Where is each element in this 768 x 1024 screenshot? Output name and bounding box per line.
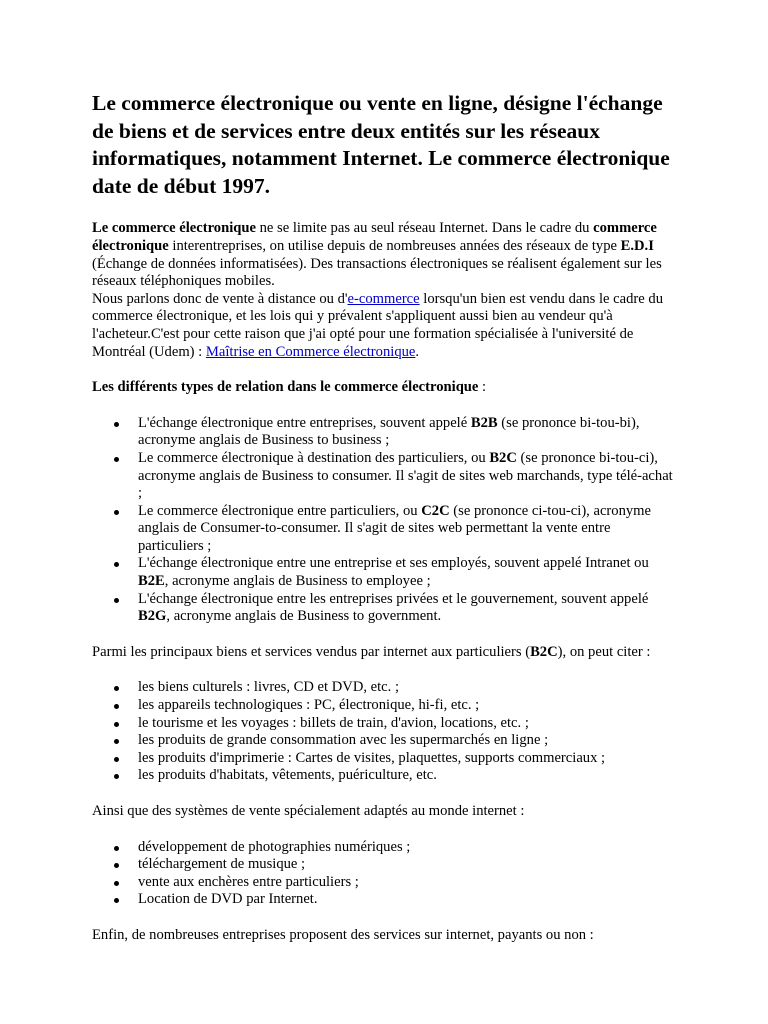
- list-item-bold: B2B: [470, 414, 498, 431]
- closing-paragraph: Enfin, de nombreuses entreprises proposent des services sur internet, payants ou non :: [92, 926, 594, 943]
- list-item-text: L'échange électronique entre une entreprise et ses employés, souvent appelé Intranet ou: [138, 555, 649, 572]
- list-item: les biens culturels : livres, CD et DVD, etc. ;: [138, 679, 676, 697]
- document-title: Le commerce électronique ou vente en ligne, désigne l'échange de biens et de services entre deux entités sur les réseaux informatiques, notamment Internet. Le commerce électronique date de début 1997.: [92, 91, 670, 198]
- list-item: [138, 555, 676, 590]
- list-item-text: (se prononce bi-tou-bi), acronyme anglais de Business to business ;: [138, 414, 640, 449]
- list-item-text: Le commerce électronique entre particuliers, ou: [138, 502, 422, 519]
- list-item: les produits d'imprimerie : Cartes de visites, plaquettes, supports commerciaux ;: [138, 750, 676, 768]
- list-item: téléchargement de musique ;: [138, 856, 676, 874]
- list-item: [138, 415, 676, 450]
- goods-intro: [92, 644, 676, 662]
- intro-paragraph: [92, 220, 676, 290]
- goods-intro-text: ), on peut citer :: [557, 643, 651, 660]
- intro-text-2: interentreprises, on utilise depuis de nombreuses années des réseaux de type: [168, 237, 621, 254]
- list-item-text: , acronyme anglais de Business to employee ;: [164, 573, 431, 590]
- list-item-bold: B2C: [489, 449, 517, 466]
- types-heading-bold: Les différents types de relation dans le commerce électronique: [92, 379, 479, 396]
- list-item-text: L'échange électronique entre les entreprises privées et le gouvernement, souvent appelé: [138, 590, 649, 607]
- goods-intro-bold: B2C: [530, 643, 558, 660]
- ecommerce-link[interactable]: e-commerce: [347, 290, 420, 307]
- para2-text-2: lorsqu'un bien est vendu dans le cadre du commerce électronique, et les lois qui y prévalent s'appliquent aussi bien au vendeur qu'à l'acheteur.C'est pour cette raison que j'ai opté pour une formation spécialisée à l'université de Montréal (Udem) :: [92, 290, 664, 360]
- list-item: vente aux enchères entre particuliers ;: [138, 874, 676, 892]
- intro-bold-3: E.D.I: [620, 237, 654, 254]
- intro-bold-1: Le commerce électronique: [92, 220, 256, 237]
- intro-text-1: ne se limite pas au seul réseau Internet. Dans le cadre du: [255, 220, 594, 237]
- list-item: les appareils technologiques : PC, électronique, hi-fi, etc. ;: [138, 697, 676, 715]
- list-item-text: (se prononce bi-tou-ci), acronyme anglais de Business to consumer. Il s'agit de sites web marchands, type télé-achat ;: [138, 449, 673, 502]
- list-item: [138, 591, 676, 626]
- intro-text-3: (Échange de données informatisées). Des transactions électroniques se réalisent également sur les réseaux téléphoniques mobiles.: [92, 255, 662, 290]
- list-item-bold: B2G: [138, 608, 167, 625]
- list-item: [138, 503, 676, 556]
- systems-list: [92, 839, 676, 909]
- list-item: Location de DVD par Internet.: [138, 891, 676, 909]
- list-item: les produits d'habitats, vêtements, puériculture, etc.: [138, 767, 676, 785]
- para2-text-1: Nous parlons donc de vente à distance ou d': [92, 290, 348, 307]
- list-item-text: , acronyme anglais de Business to government.: [166, 608, 442, 625]
- list-item: le tourisme et les voyages : billets de train, d'avion, locations, etc. ;: [138, 715, 676, 733]
- list-item-bold: C2C: [421, 502, 450, 519]
- goods-intro-text: Parmi les principaux biens et services vendus par internet aux particuliers (: [92, 643, 531, 660]
- para2-text-3: .: [415, 343, 420, 360]
- ecommerce-paragraph: [92, 291, 676, 361]
- list-item-text: Le commerce électronique à destination des particuliers, ou: [138, 449, 490, 466]
- list-item: les produits de grande consommation avec les supermarchés en ligne ;: [138, 732, 676, 750]
- document-body: [92, 220, 676, 944]
- types-heading: [92, 379, 676, 397]
- systems-intro: Ainsi que des systèmes de vente spécialement adaptés au monde internet :: [92, 803, 525, 819]
- list-item: développement de photographies numériques ;: [138, 839, 676, 857]
- list-item-text: (se prononce ci-tou-ci), acronyme anglais de Consumer-to-consumer. Il s'agit de sites web permettant la vente entre particuliers ;: [138, 502, 652, 554]
- types-heading-rest: :: [478, 379, 487, 396]
- masters-link[interactable]: Maîtrise en Commerce électronique: [205, 343, 416, 360]
- list-item-bold: B2E: [138, 573, 165, 590]
- list-item: [138, 450, 676, 503]
- relation-types-list: [92, 415, 676, 626]
- goods-list: [92, 679, 676, 785]
- list-item-text: L'échange électronique entre entreprises, souvent appelé: [138, 414, 471, 431]
- intro-bold-2: commerce électronique: [92, 220, 657, 254]
